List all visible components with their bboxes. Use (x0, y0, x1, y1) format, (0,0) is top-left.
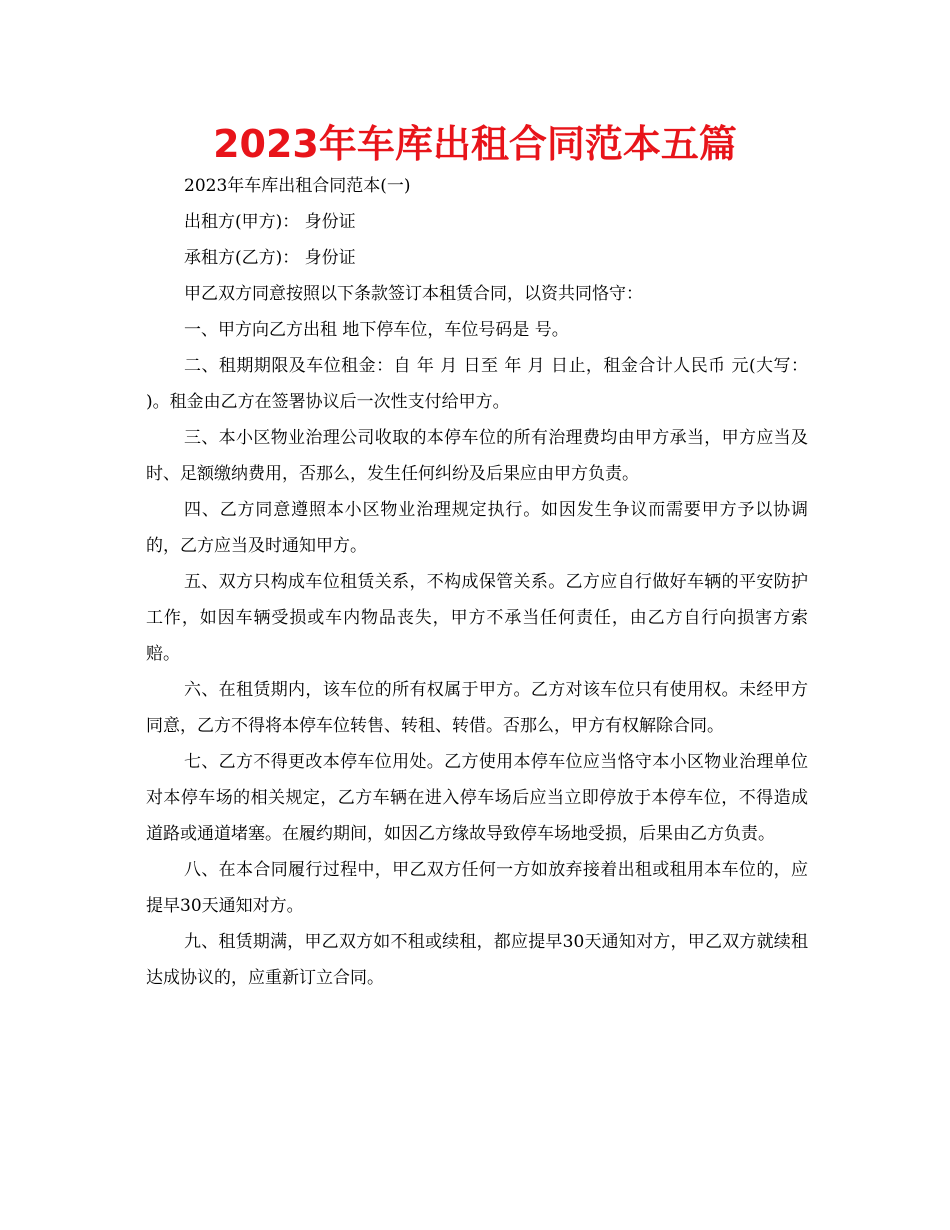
paragraph: 二、租期期限及车位租金：自 年 月 日至 年 月 日止，租金合计人民币 元(大写： )。租金由乙方在签署协议后一次性支付给甲方。 (146, 356, 808, 412)
paragraph: 五、双方只构成车位租赁关系，不构成保管关系。乙方应自行做好车辆的平安防护工作，如因车辆受损或车内物品丧失，甲方不承当任何责任，由乙方自行向损害方索赔。 (146, 572, 808, 664)
paragraph: 八、在本合同履行过程中，甲乙双方任何一方如放弃接着出租或租用本车位的，应提早30天通知对方。 (146, 860, 808, 916)
paragraph: 2023年车库出租合同范本(一) (184, 176, 411, 196)
paragraph: 六、在租赁期内，该车位的所有权属于甲方。乙方对该车位只有使用权。未经甲方同意，乙方不得将本停车位转售、转租、转借。否那么，甲方有权解除合同。 (146, 680, 808, 736)
document-title: 2023年车库出租合同范本五篇 (213, 122, 737, 166)
paragraph: 七、乙方不得更改本停车位用处。乙方使用本停车位应当恪守本小区物业治理单位对本停车场的相关规定，乙方车辆在进入停车场后应当立即停放于本停车位，不得造成道路或通道堵塞。在履约期间，如因乙方缘故导致停车场地受损，后果由乙方负责。 (146, 752, 808, 844)
paragraph: 甲乙双方同意按照以下条款签订本租赁合同，以资共同恪守： (184, 284, 643, 304)
paragraph: 九、租赁期满，甲乙双方如不租或续租，都应提早30天通知对方，甲乙双方就续租达成协议的，应重新订立合同。 (146, 932, 808, 988)
paragraph: 一、甲方向乙方出租 地下停车位，车位号码是 号。 (184, 320, 569, 340)
paragraph: 出租方(甲方)： 身份证 (184, 212, 356, 232)
paragraph: 三、本小区物业治理公司收取的本停车位的所有治理费均由甲方承当，甲方应当及时、足额缴纳费用，否那么，发生任何纠纷及后果应由甲方负责。 (146, 428, 808, 484)
paragraph: 承租方(乙方)： 身份证 (184, 248, 356, 268)
document-body (146, 168, 808, 996)
paragraph: 四、乙方同意遵照本小区物业治理规定执行。如因发生争议而需要甲方予以协调的，乙方应当及时通知甲方。 (146, 500, 808, 556)
